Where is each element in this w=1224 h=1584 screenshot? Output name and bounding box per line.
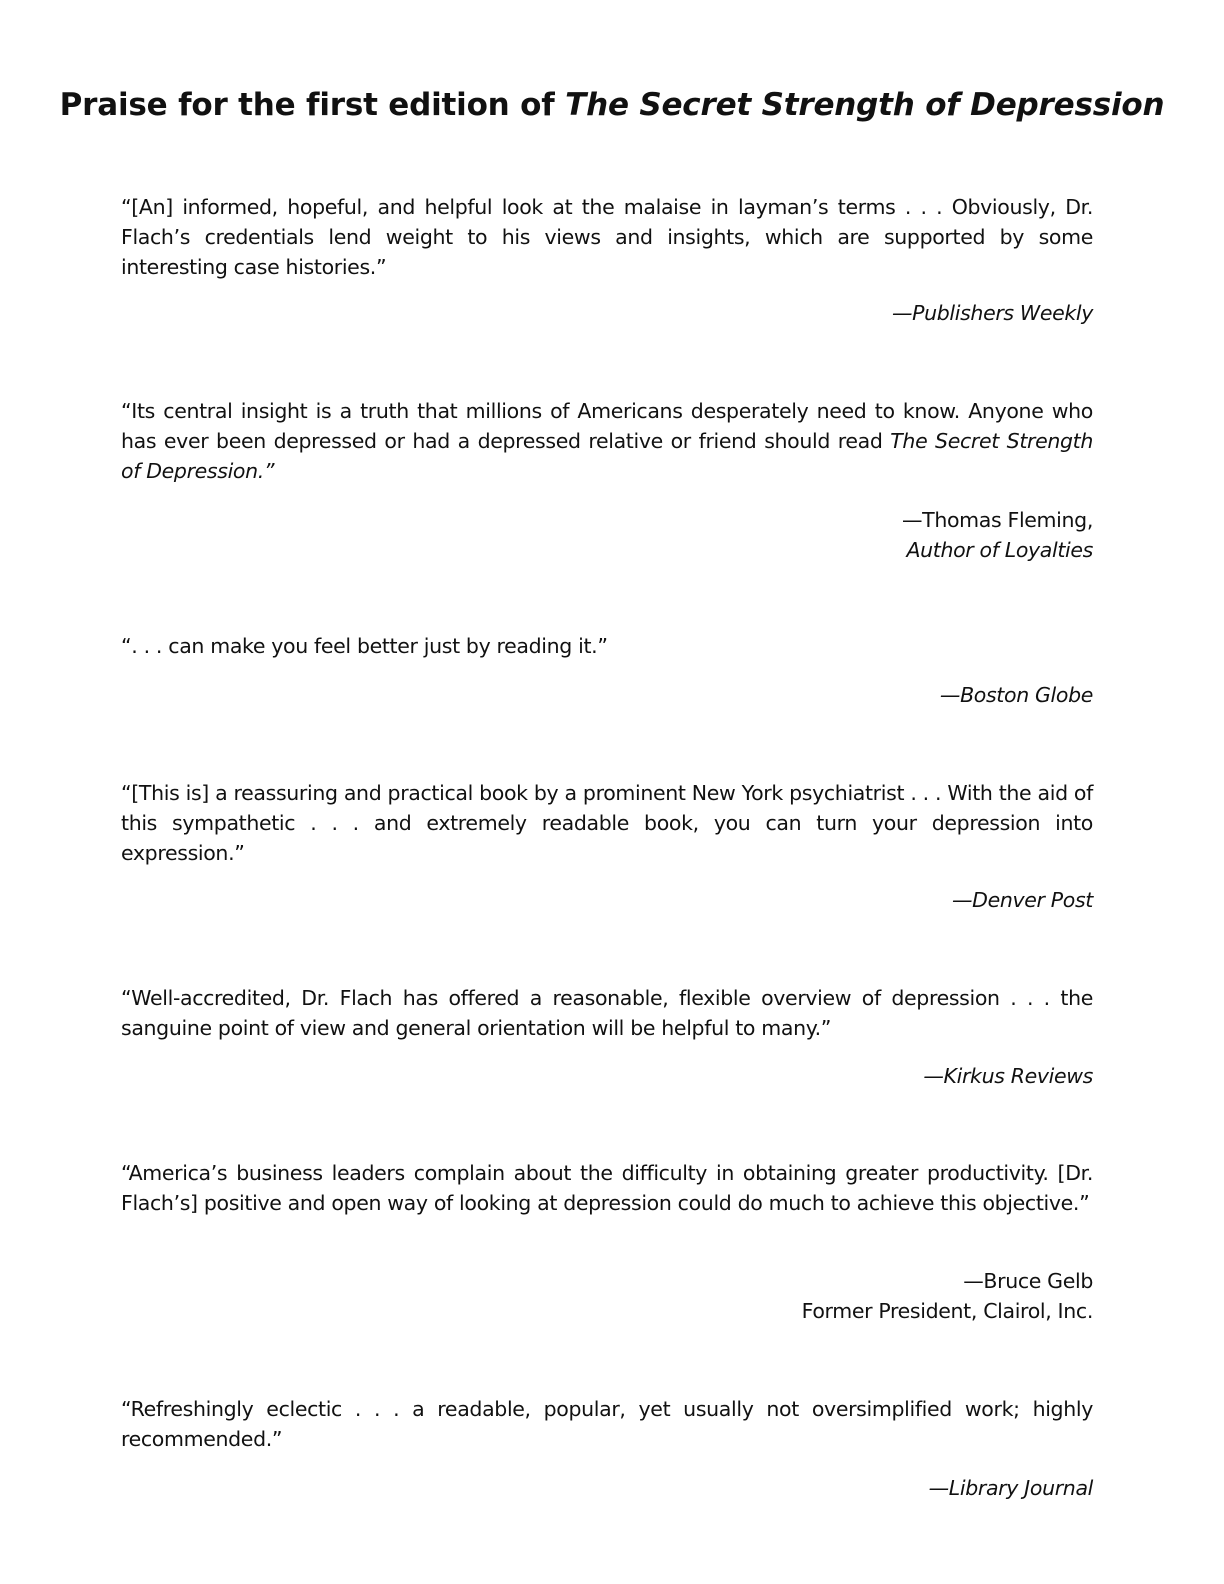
review-source-1: —Publishers Weekly (891, 301, 1093, 325)
review-source-6-title: Former President, Clairol, Inc. (801, 1299, 1093, 1323)
review-source-2 (393, 505, 1093, 565)
review-quote-6: “America’s business leaders complain about the difficulty in obtaining greater productivity. [Dr. Flach’s] positive and open way of looking at depression could do much to achieve this objective.” (121, 1161, 1093, 1215)
review-source-7: —Library Journal (928, 1476, 1093, 1500)
review-quote-1: “[An] informed, hopeful, and helpful look at the malaise in layman’s terms . . . Obviously, Dr. Flach’s credentials lend weight to his views and insights, which are supported by some interesting case histories.” (121, 195, 1093, 279)
review-source-6-name: —Bruce Gelb (963, 1269, 1093, 1293)
review-quote-2 (121, 396, 1093, 486)
review-source-2-title: Author of Loyalties (906, 538, 1093, 562)
review-source-5: —Kirkus Reviews (923, 1064, 1093, 1088)
review-source-6 (393, 1266, 1093, 1326)
review-source-3: —Boston Globe (939, 683, 1093, 707)
review-quote-3: “. . . can make you feel better just by reading it.” (121, 634, 608, 658)
review-quote-7: “Refreshingly eclectic . . . a readable, popular, yet usually not oversimplified work; highly recommended.” (121, 1397, 1093, 1451)
review-source-2-name: —Thomas Fleming, (902, 508, 1093, 532)
review-quote-5: “Well-accredited, Dr. Flach has offered a reasonable, flexible overview of depression . . . the sanguine point of view and general orientation will be helpful to many.” (121, 986, 1093, 1040)
title-book: The Secret Strength of Depression (565, 87, 1165, 123)
review-source-4: —Denver Post (951, 888, 1093, 912)
title-prefix: Praise for the first edition of (59, 87, 566, 123)
review-quote-2-book: The Secret Strength of Depression.” (121, 429, 1093, 483)
page-title (0, 85, 1224, 125)
review-quote-4: “[This is] a reassuring and practical book by a prominent New York psychiatrist . . . With the aid of this sympathetic . . . and extremely readable book, you can turn your depression into expression.” (121, 781, 1093, 865)
review-quote-2-text: “Its central insight is a truth that millions of Americans desperately need to know. Anyone who has ever been depressed or had a depressed relative or friend should read (121, 399, 1093, 453)
